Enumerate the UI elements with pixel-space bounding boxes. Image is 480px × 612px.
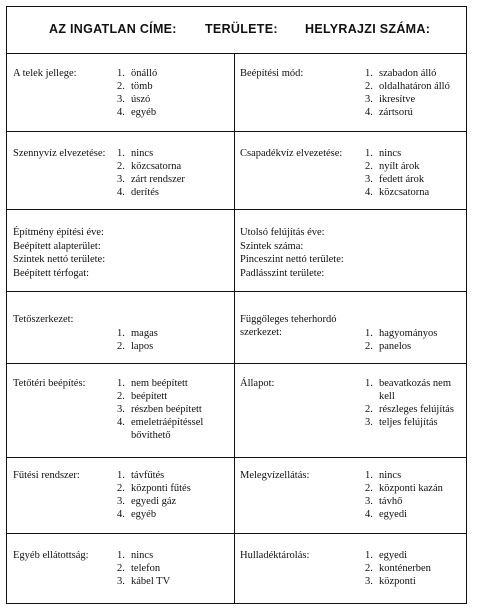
option-item: 1. nincs bbox=[365, 148, 402, 159]
egyeb-ellatottsag-options bbox=[117, 549, 229, 588]
option-item: 4. egyéb bbox=[117, 509, 157, 520]
telek-jellege-label: A telek jellege: bbox=[13, 68, 77, 79]
option-item: 3. teljes felújítás bbox=[365, 417, 438, 428]
option-item: 2. közcsatorna bbox=[117, 161, 182, 172]
telek-jellege-options bbox=[117, 67, 229, 119]
option-item: 3. úszó bbox=[117, 94, 151, 105]
option-item: 1. magas bbox=[117, 328, 158, 339]
option-item: 2. lapos bbox=[117, 341, 154, 352]
hulladek-options bbox=[365, 549, 465, 588]
field-label: Beépített térfogat: bbox=[13, 267, 90, 279]
beepitesi-mod-label: Beépítési mód: bbox=[240, 68, 304, 79]
cell-csapadekviz bbox=[234, 131, 468, 209]
futesi-options bbox=[117, 469, 229, 521]
lot-number-heading: HELYRAJZI SZÁMA: bbox=[305, 22, 431, 36]
option-item: 4. derítés bbox=[117, 187, 159, 198]
cell-epitmeny-adatok bbox=[7, 209, 234, 291]
cell-beepitesi-mod bbox=[234, 53, 468, 131]
option-item: 2. nyílt árok bbox=[365, 161, 420, 172]
option-item: 2. beépített bbox=[117, 391, 168, 402]
option-item: 2. telefon bbox=[117, 563, 161, 574]
field-label: Építmény építési éve: bbox=[13, 227, 104, 238]
option-item: 1. nincs bbox=[117, 148, 154, 159]
field-label: Padlásszint területe: bbox=[240, 267, 325, 279]
option-item: 1. beavatkozás nem kell bbox=[365, 378, 452, 402]
field-label: Szintek nettó területe: bbox=[13, 254, 106, 265]
csapadekviz-options bbox=[365, 147, 465, 199]
option-item: 2. konténerben bbox=[365, 563, 431, 574]
area-heading: TERÜLETE: bbox=[205, 22, 278, 36]
cell-tetoszerkezet bbox=[7, 291, 234, 363]
field-label: Szintek száma: bbox=[240, 240, 304, 252]
option-item: 1. nincs bbox=[117, 550, 154, 561]
option-item: 3. ikresítve bbox=[365, 94, 416, 105]
option-item: 4. egyedi bbox=[365, 509, 407, 520]
option-item: 1. távfűtés bbox=[117, 470, 165, 481]
egyeb-ellatottsag-label: Egyéb ellátottság: bbox=[13, 550, 89, 561]
melegviz-label: Melegvízellátás: bbox=[240, 470, 310, 481]
option-item: 1. önálló bbox=[117, 68, 158, 79]
option-item: 3. távhő bbox=[365, 496, 403, 507]
felujitas-adatok-list bbox=[240, 226, 344, 280]
cell-teherhordo bbox=[234, 291, 468, 363]
szennyviz-options bbox=[117, 147, 229, 199]
option-item: 3. részben beépített bbox=[117, 404, 202, 415]
epitmeny-adatok-list bbox=[13, 226, 105, 280]
option-item: 3. egyedi gáz bbox=[117, 496, 177, 507]
option-item: 4. egyéb bbox=[117, 107, 157, 118]
cell-felujitas-adatok bbox=[234, 209, 468, 291]
property-form bbox=[6, 6, 467, 604]
cell-melegviz bbox=[234, 457, 468, 533]
melegviz-options bbox=[365, 469, 465, 521]
option-item: 4. zártsorú bbox=[365, 107, 413, 118]
option-item: 1. nincs bbox=[365, 470, 402, 481]
cell-szennyviz bbox=[7, 131, 234, 209]
cell-egyeb-ellatottsag bbox=[7, 533, 234, 603]
option-item: 2. részleges felújítás bbox=[365, 404, 454, 415]
option-item: 1. hagyományos bbox=[365, 328, 438, 339]
cell-tetoteri bbox=[7, 363, 234, 457]
cell-futesi bbox=[7, 457, 234, 533]
tetoteri-label: Tetőtéri beépítés: bbox=[13, 378, 86, 389]
cell-allapot bbox=[234, 363, 468, 457]
option-item: 3. fedett árok bbox=[365, 174, 425, 185]
address-heading: AZ INGATLAN CÍME: bbox=[49, 22, 177, 36]
cell-hulladek bbox=[234, 533, 468, 603]
option-item: 3. kábel TV bbox=[117, 576, 171, 587]
field-label: Pinceszint nettó területe: bbox=[240, 254, 344, 265]
szennyviz-label: Szennyvíz elvezetése: bbox=[13, 148, 106, 159]
tetoszerkezet-label: Tetőszerkezet: bbox=[13, 314, 74, 325]
tetoteri-options bbox=[117, 377, 225, 442]
hulladek-label: Hulladéktárolás: bbox=[240, 550, 310, 561]
option-item: 4. közcsatorna bbox=[365, 187, 430, 198]
teherhordo-options bbox=[365, 327, 465, 353]
beepitesi-mod-options bbox=[365, 67, 465, 119]
option-item: 4. emeletráépítéssel bővíthető bbox=[117, 417, 204, 441]
form-header bbox=[7, 7, 466, 54]
allapot-label: Állapot: bbox=[240, 378, 275, 389]
allapot-options bbox=[365, 377, 463, 429]
teherhordo-label: Függőleges teherhordó szerkezet: bbox=[240, 314, 337, 338]
field-label: Utolsó felújítás éve: bbox=[240, 227, 325, 238]
option-item: 3. központi bbox=[365, 576, 416, 587]
futesi-label: Fűtési rendszer: bbox=[13, 470, 80, 481]
field-label: Beépített alapterület: bbox=[13, 240, 101, 252]
option-item: 2. oldalhatáron álló bbox=[365, 81, 450, 92]
option-item: 1. egyedi bbox=[365, 550, 407, 561]
tetoszerkezet-options bbox=[117, 327, 229, 353]
option-item: 2. tömb bbox=[117, 81, 153, 92]
option-item: 1. nem beépített bbox=[117, 378, 188, 389]
cell-telek-jellege bbox=[7, 53, 234, 131]
option-item: 2. központi fűtés bbox=[117, 483, 191, 494]
option-item: 2. központi kazán bbox=[365, 483, 443, 494]
csapadekviz-label: Csapadékvíz elvezetése: bbox=[240, 148, 343, 159]
option-item: 2. panelos bbox=[365, 341, 412, 352]
option-item: 1. szabadon álló bbox=[365, 68, 437, 79]
option-item: 3. zárt rendszer bbox=[117, 174, 185, 185]
